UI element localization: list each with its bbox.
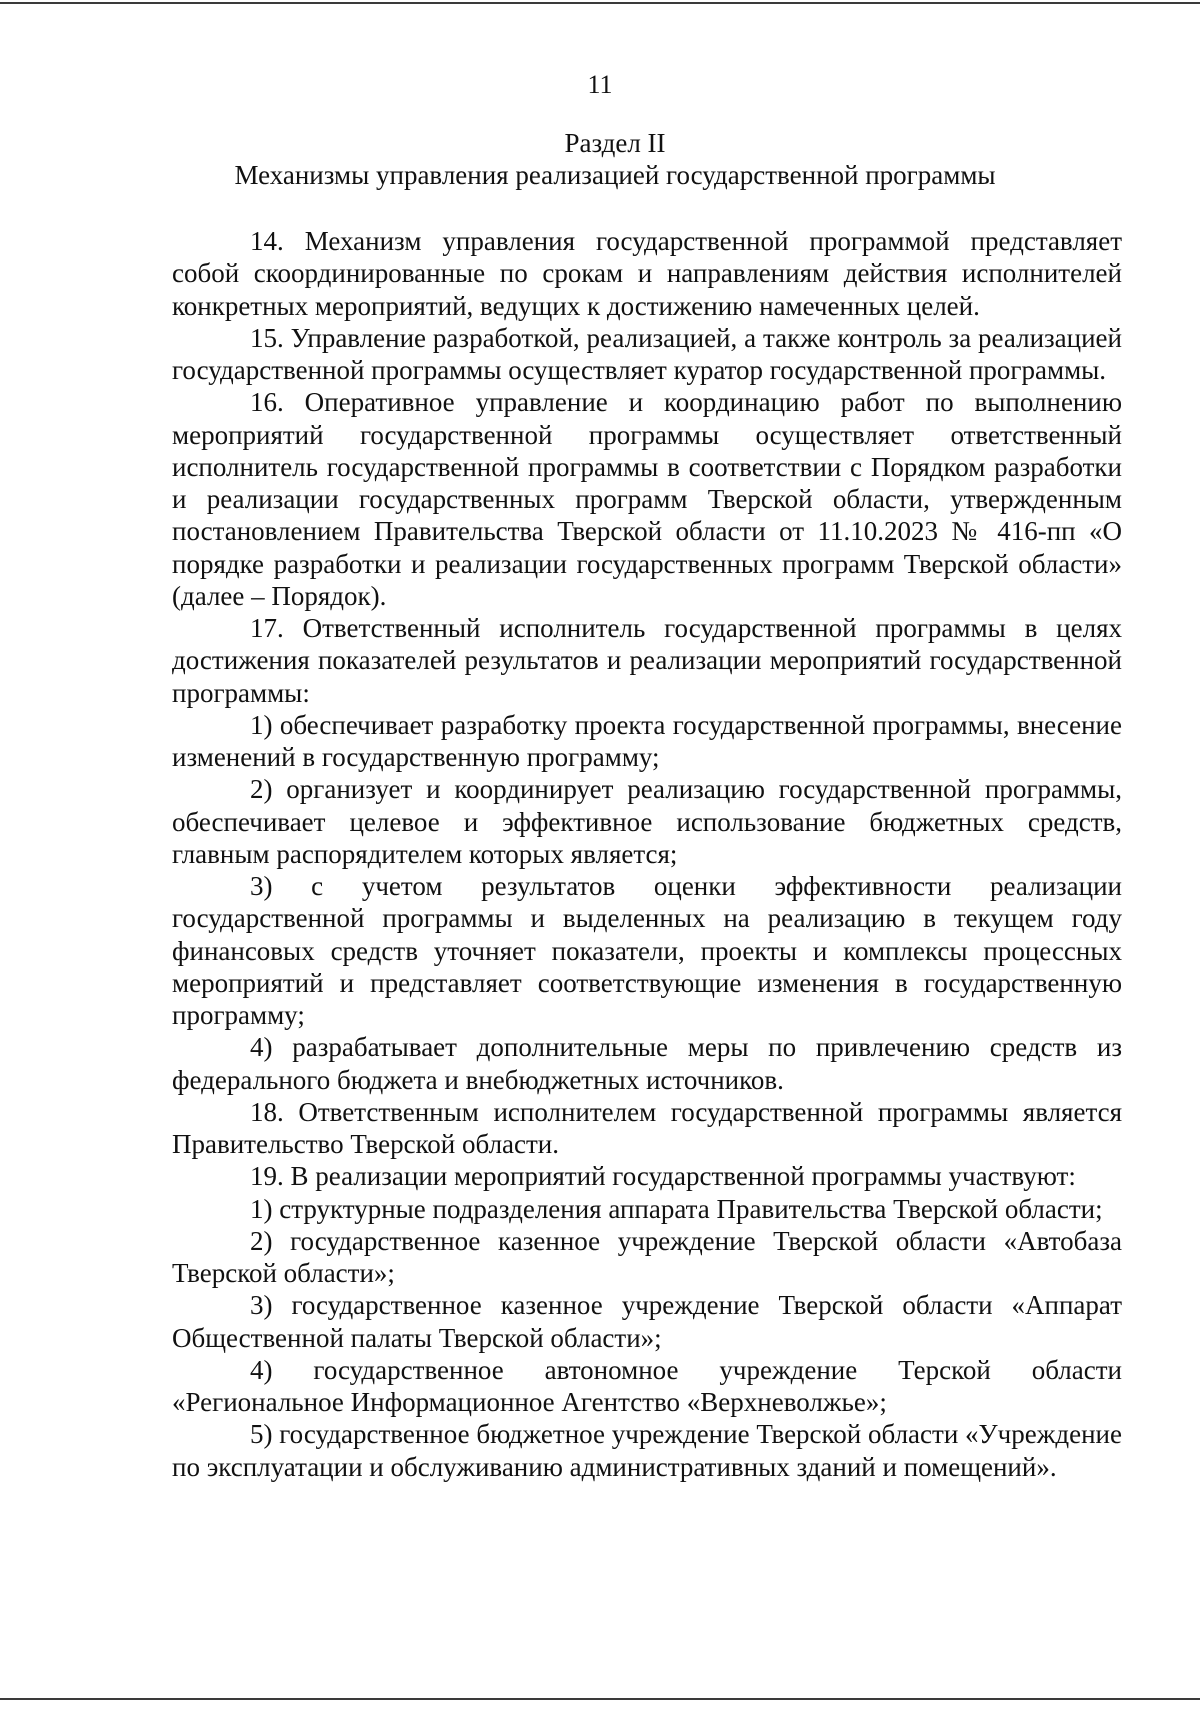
paragraph-19-item-3: 3) государственное казенное учреждение Тверской области «Аппарат Общественной палаты Тверской области»; <box>172 1290 1122 1353</box>
paragraph-16: 16. Оперативное управление и координацию работ по выполнению мероприятий государственной программы осуществляет ответственный исполнитель государственной программы в соответствии с Порядком разработки и реализации государственных программ Тверской области, утвержденным постановлением Правительства Тверской области от 11.10.2023 № 416-пп «О порядке разработки и реализации государственных программ Тверской области» (далее – Порядок). <box>172 387 1122 611</box>
paragraph-18: 18. Ответственным исполнителем государственной программы является Правительство Тверской области. <box>172 1096 1122 1159</box>
paragraph-19-item-2: 2) государственное казенное учреждение Тверской области «Автобаза Тверской области»; <box>172 1225 1122 1288</box>
paragraph-17-item-3: 3) с учетом результатов оценки эффективности реализации государственной программы и выделенных на реализацию в текущем году финансовых средств уточняет показатели, проекты и комплексы процессных мероприятий и представляет соответствующие изменения в государственную программу; <box>172 871 1122 1030</box>
scan-edge-bottom <box>0 1698 1200 1700</box>
page-number: 11 <box>587 70 613 99</box>
document-body <box>172 225 1122 1483</box>
paragraph-17-item-2: 2) организует и координирует реализацию государственной программы, обеспечивает целевое и эффективное использование бюджетных средств, главным распорядителем которых является; <box>172 774 1122 869</box>
paragraph-19: 19. В реализации мероприятий государственной программы участвуют: <box>250 1161 1076 1192</box>
paragraph-15: 15. Управление разработкой, реализацией, а также контроль за реализацией государственной программы осуществляет куратор государственной программы. <box>172 322 1122 385</box>
paragraph-17-item-4: 4) разрабатывает дополнительные меры по привлечению средств из федерального бюджета и внебюджетных источников. <box>172 1032 1122 1095</box>
section-title: Механизмы управления реализацией государственной программы <box>234 160 996 190</box>
paragraph-17-item-1: 1) обеспечивает разработку проекта государственной программы, внесение изменений в государственную программу; <box>172 709 1122 772</box>
paragraph-19-item-5: 5) государственное бюджетное учреждение Тверской области «Учреждение по эксплуатации и обслуживанию административных зданий и помещений». <box>172 1419 1122 1482</box>
paragraph-19-item-4: 4) государственное автономное учреждение Терской области «Региональное Информационное Агентство «Верхневолжье»; <box>172 1354 1122 1417</box>
scan-edge-top <box>0 2 1200 4</box>
paragraph-19-item-1: 1) структурные подразделения аппарата Правительства Тверской области; <box>250 1193 1103 1224</box>
paragraph-17: 17. Ответственный исполнитель государственной программы в целях достижения показателей результатов и реализации мероприятий государственной программы: <box>172 613 1122 708</box>
section-label: Раздел II <box>564 128 666 158</box>
paragraph-14: 14. Механизм управления государственной программой представляет собой скоординированные по срокам и направлениям действия исполнителей конкретных мероприятий, ведущих к достижению намеченных целей. <box>172 226 1122 321</box>
